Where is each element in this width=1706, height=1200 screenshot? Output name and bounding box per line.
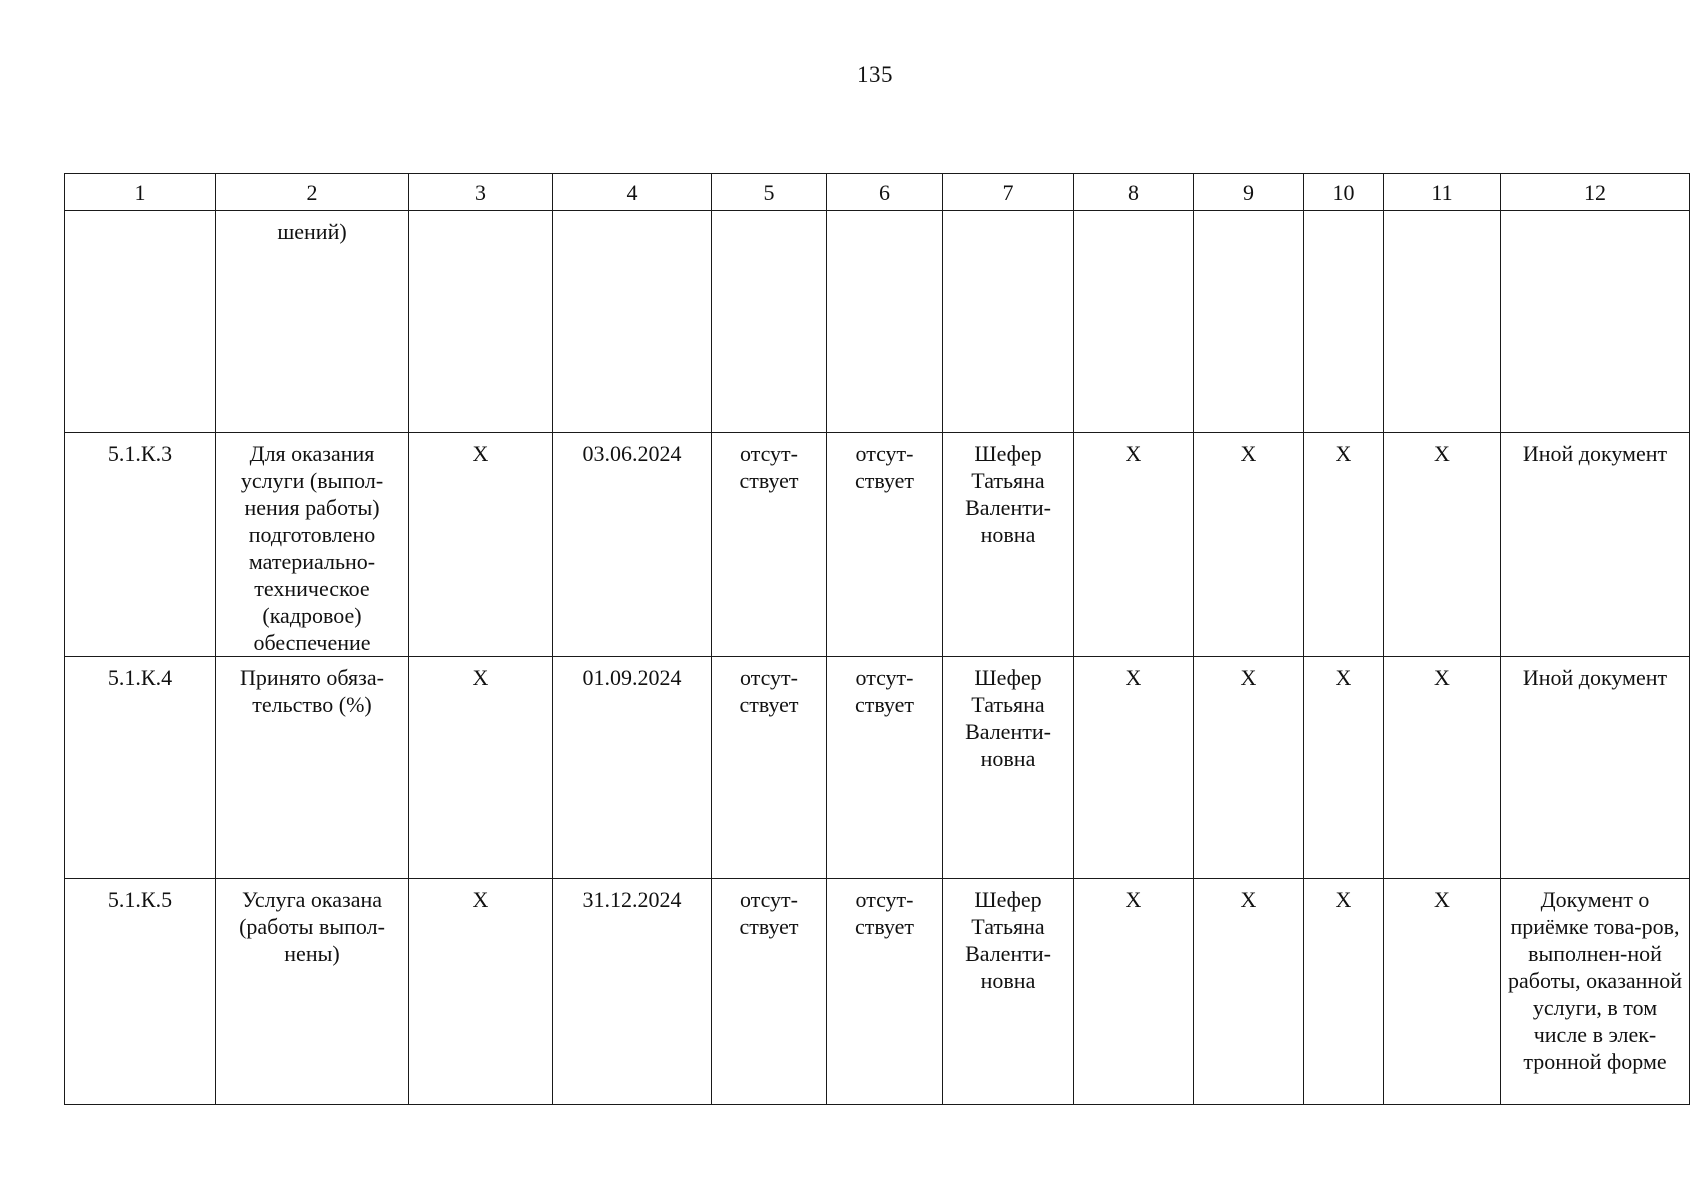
cell-code: 5.1.К.3 xyxy=(65,433,216,657)
cell-responsible: Шефер Татьяна Валенти-новна xyxy=(943,879,1074,1105)
cell-col5: отсут-ствует xyxy=(712,657,827,879)
cell-document: Иной документ xyxy=(1501,657,1690,879)
cell-code: 5.1.К.5 xyxy=(65,879,216,1105)
column-header-11: 11 xyxy=(1384,174,1501,211)
cell-empty xyxy=(827,211,943,433)
cell-col9: Х xyxy=(1194,433,1304,657)
column-header-5: 5 xyxy=(712,174,827,211)
cell-col11: Х xyxy=(1384,433,1501,657)
cell-col11: Х xyxy=(1384,879,1501,1105)
cell-empty xyxy=(1074,211,1194,433)
cell-col8: Х xyxy=(1074,433,1194,657)
column-header-1: 1 xyxy=(65,174,216,211)
cell-date: 31.12.2024 xyxy=(553,879,712,1105)
cell-document: Иной документ xyxy=(1501,433,1690,657)
cell-responsible: Шефер Татьяна Валенти-новна xyxy=(943,657,1074,879)
cell-col6: отсут-ствует xyxy=(827,433,943,657)
cell-document: Документ о приёмке това-ров, выполнен-ной работы, оказанной услуги, в том числе в элек-тронной форме xyxy=(1501,879,1690,1105)
cell-code: 5.1.К.4 xyxy=(65,657,216,879)
column-header-6: 6 xyxy=(827,174,943,211)
cell-event: Принято обяза-тельство (%) xyxy=(216,657,409,879)
cell-date: 01.09.2024 xyxy=(553,657,712,879)
cell-empty xyxy=(1304,211,1384,433)
cell-col9: Х xyxy=(1194,657,1304,879)
column-header-12: 12 xyxy=(1501,174,1690,211)
cell-empty xyxy=(1501,211,1690,433)
cell-col5: отсут-ствует xyxy=(712,879,827,1105)
cell-col8: Х xyxy=(1074,657,1194,879)
cell-col8: Х xyxy=(1074,879,1194,1105)
column-header-9: 9 xyxy=(1194,174,1304,211)
cell-col10: Х xyxy=(1304,879,1384,1105)
cell-empty xyxy=(943,211,1074,433)
column-header-10: 10 xyxy=(1304,174,1384,211)
cell-col11: Х xyxy=(1384,657,1501,879)
cell-empty xyxy=(409,211,553,433)
cell-col9: Х xyxy=(1194,879,1304,1105)
cell-col10: Х xyxy=(1304,433,1384,657)
cell-col6: отсут-ствует xyxy=(827,657,943,879)
cell-col3: Х xyxy=(409,879,553,1105)
column-number-header-row xyxy=(65,174,1690,211)
cell-empty xyxy=(712,211,827,433)
cell-event: Для оказания услуги (выпол-нения работы) подготовлено материально-техническое (кадровое) обеспечение xyxy=(216,433,409,657)
cell-code xyxy=(65,211,216,433)
cell-col5: отсут-ствует xyxy=(712,433,827,657)
cell-empty xyxy=(1384,211,1501,433)
control-points-table xyxy=(64,173,1690,1105)
table-row xyxy=(65,657,1690,879)
cell-empty xyxy=(1194,211,1304,433)
cell-date: 03.06.2024 xyxy=(553,433,712,657)
cell-event-continuation: шений) xyxy=(216,211,409,433)
column-header-2: 2 xyxy=(216,174,409,211)
column-header-7: 7 xyxy=(943,174,1074,211)
page-number: 135 xyxy=(857,62,893,87)
cell-col3: Х xyxy=(409,657,553,879)
column-header-4: 4 xyxy=(553,174,712,211)
cell-col6: отсут-ствует xyxy=(827,879,943,1105)
cell-event: Услуга оказана (работы выпол-нены) xyxy=(216,879,409,1105)
column-header-3: 3 xyxy=(409,174,553,211)
column-header-8: 8 xyxy=(1074,174,1194,211)
table-row xyxy=(65,433,1690,657)
table-row-continuation xyxy=(65,211,1690,433)
cell-responsible: Шефер Татьяна Валенти-новна xyxy=(943,433,1074,657)
cell-col10: Х xyxy=(1304,657,1384,879)
table-row xyxy=(65,879,1690,1105)
cell-empty xyxy=(553,211,712,433)
cell-col3: Х xyxy=(409,433,553,657)
